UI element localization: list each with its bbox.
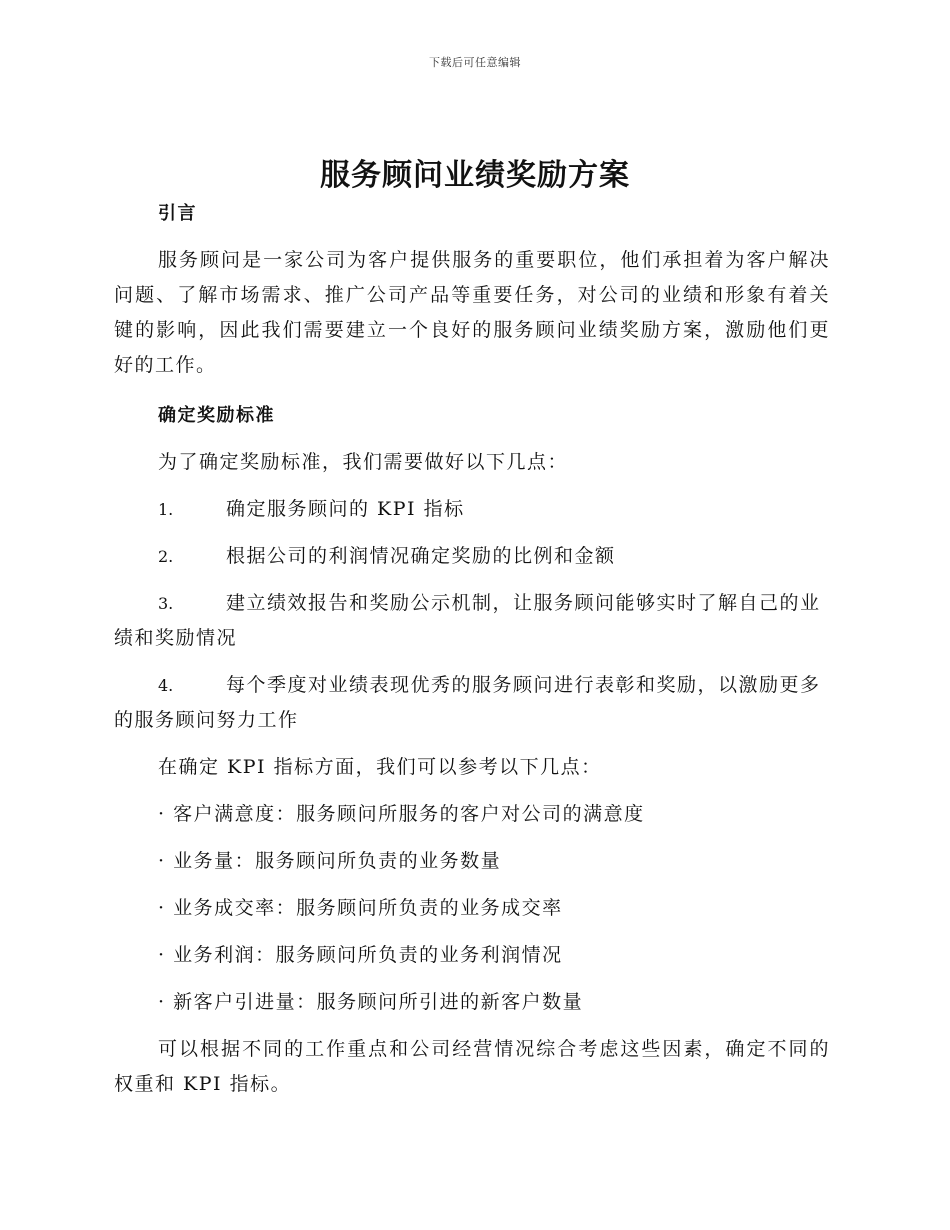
step-number: 1. bbox=[158, 500, 174, 519]
step-text: 确定服务顾问的 KPI 指标 bbox=[226, 498, 465, 520]
step-item bbox=[114, 492, 830, 527]
step-item bbox=[114, 586, 830, 656]
section-lead: 为了确定奖励标准，我们需要做好以下几点： bbox=[158, 451, 569, 473]
section-heading: 确定奖励标准 bbox=[158, 405, 275, 426]
step-number: 3. bbox=[158, 594, 174, 613]
kpi-bullet-item: · 业务利润：服务顾问所负责的业务利润情况 bbox=[158, 944, 563, 966]
kpi-bullet-item: · 客户满意度：服务顾问所服务的客户对公司的满意度 bbox=[158, 803, 645, 825]
step-number: 2. bbox=[158, 547, 174, 566]
kpi-bullet-item: · 业务量：服务顾问所负责的业务数量 bbox=[158, 850, 502, 872]
step-text: 根据公司的利润情况确定奖励的比例和金额 bbox=[226, 545, 616, 567]
step-text: 建立绩效报告和奖励公示机制，让服务顾问能够实时了解自己的业绩和奖励情况 bbox=[114, 592, 821, 649]
document-title: 服务顾问业绩奖励方案 bbox=[320, 158, 630, 193]
step-item bbox=[114, 668, 830, 738]
closing-paragraph: 可以根据不同的工作重点和公司经营情况综合考虑这些因素，确定不同的权重和 KPI 指标。 bbox=[114, 1038, 830, 1095]
intro-paragraph: 服务顾问是一家公司为客户提供服务的重要职位，他们承担着为客户解决问题、了解市场需求、推广公司产品等重要任务，对公司的业绩和形象有着关键的影响，因此我们需要建立一个良好的服务顾问业绩奖励方案，激励他们更好的工作。 bbox=[114, 249, 830, 376]
document-body bbox=[114, 196, 830, 1102]
kpi-bullet-item: · 新客户引进量：服务顾问所引进的新客户数量 bbox=[158, 991, 584, 1013]
step-number: 4. bbox=[158, 676, 174, 695]
kpi-bullet-item: · 业务成交率：服务顾问所负责的业务成交率 bbox=[158, 897, 563, 919]
intro-heading: 引言 bbox=[158, 203, 197, 224]
kpi-lead: 在确定 KPI 指标方面，我们可以参考以下几点： bbox=[158, 756, 602, 778]
step-item bbox=[114, 539, 830, 574]
page-header-note: 下载后可任意编辑 bbox=[429, 56, 521, 69]
step-text: 每个季度对业绩表现优秀的服务顾问进行表彰和奖励，以激励更多的服务顾问努力工作 bbox=[114, 674, 821, 731]
